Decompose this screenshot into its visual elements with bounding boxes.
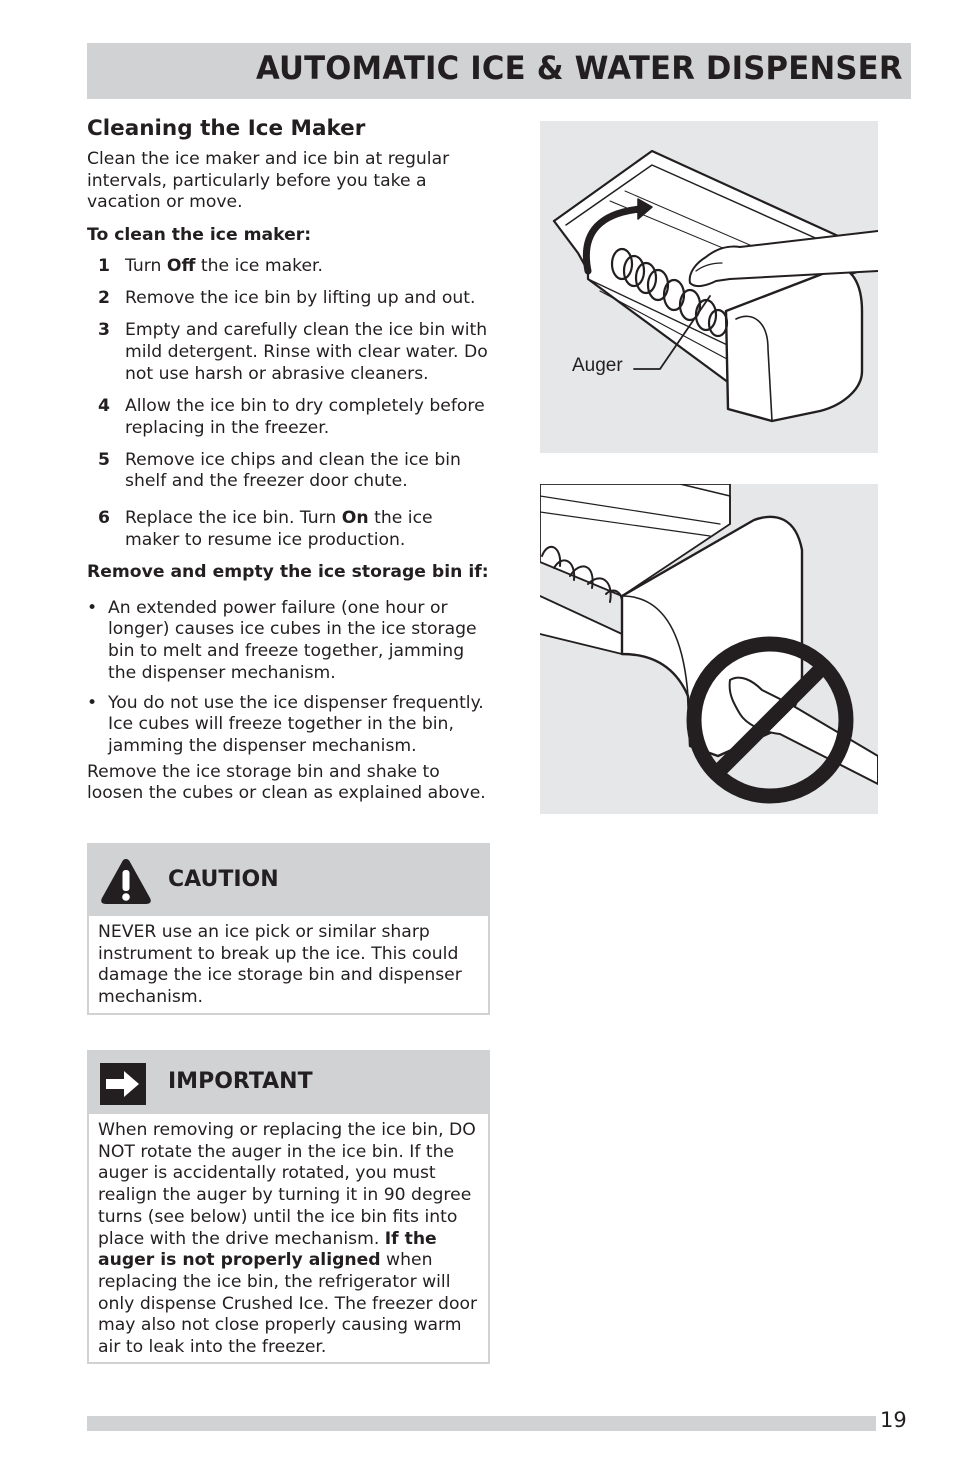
- step-text: Replace the ice bin. Turn: [125, 508, 342, 529]
- important-label: IMPORTANT: [168, 1069, 313, 1094]
- figure-prohibited: [540, 484, 878, 814]
- step-number: 4: [98, 395, 110, 416]
- step-text: Turn: [125, 255, 167, 276]
- caution-header: [89, 845, 488, 916]
- step-item: [87, 288, 492, 310]
- no-hand-illustration: [540, 484, 878, 814]
- step-item: [87, 320, 492, 385]
- step-item: [87, 396, 492, 439]
- arrow-right-icon: [100, 1063, 146, 1105]
- footer-bar: [87, 1416, 911, 1431]
- important-box: [87, 1050, 490, 1364]
- header-bar: [87, 43, 911, 99]
- figure-auger: [540, 121, 878, 453]
- remove-subheading: Remove and empty the ice storage bin if:: [87, 562, 489, 583]
- step-number: 6: [98, 508, 110, 529]
- step-text: Remove the ice bin by lifting up and out.: [125, 288, 476, 309]
- step-text: Empty and carefully clean the ice bin with mild detergent. Rinse with clear water. Do not use harsh or abrasive cleaners.: [125, 320, 488, 384]
- step-item: [87, 256, 492, 278]
- bullet-list: [87, 598, 492, 758]
- bullet-dot: •: [87, 692, 98, 713]
- steps-subheading: To clean the ice maker:: [87, 225, 312, 246]
- bullet-text: You do not use the ice dispenser frequently. Ice cubes will freeze together in the bin, jamming the dispenser mechanism.: [108, 692, 484, 756]
- section-title: Cleaning the Ice Maker: [87, 116, 366, 141]
- bullet-item: [87, 693, 492, 758]
- step-text: the ice maker.: [195, 255, 323, 276]
- step-item: [87, 450, 492, 493]
- caution-label: CAUTION: [168, 867, 279, 892]
- important-text-start: When removing or replacing the ice bin, DO NOT rotate the auger in the ice bin. If the auger is accidentally rotated, you must realign the auger by turning it in 90 degree turns (see below) until the ice bin fits into place with the drive mechanism.: [98, 1120, 476, 1249]
- page-number: 19: [876, 1408, 911, 1432]
- intro-paragraph: Clean the ice maker and ice bin at regular intervals, particularly before you take a vacation or move.: [87, 149, 450, 213]
- closing-paragraph: Remove the ice storage bin and shake to loosen the cubes or clean as explained above.: [87, 761, 486, 804]
- step-number: 5: [98, 449, 110, 470]
- step-text: Remove ice chips and clean the ice bin shelf and the freezer door chute.: [125, 449, 461, 492]
- steps-list: [87, 256, 492, 552]
- important-text-bold: If the auger is not properly aligned: [98, 1228, 437, 1271]
- important-header: [89, 1052, 488, 1114]
- bullet-text: An extended power failure (one hour or longer) causes ice cubes in the ice storage bin to melt and freeze together, jamming the dispenser mechanism.: [108, 597, 477, 683]
- caution-text: NEVER use an ice pick or similar sharp instrument to break up the ice. This could damage the ice storage bin and dispenser mechanism.: [98, 922, 462, 1008]
- important-text-end: when replacing the ice bin, the refrigerator will only dispense Crushed Ice. The freezer door may also not close properly causing warm air to leak into the freezer.: [98, 1250, 478, 1358]
- step-number: 3: [98, 320, 110, 341]
- step-bold: Off: [166, 255, 196, 276]
- caution-box: [87, 843, 490, 1015]
- step-text: the ice maker to resume ice production.: [125, 508, 433, 550]
- auger-label: Auger: [572, 355, 623, 376]
- step-bold: On: [341, 508, 369, 529]
- step-number: 2: [98, 288, 110, 309]
- cleaning-section: [87, 116, 492, 805]
- warning-icon: [99, 856, 153, 906]
- bullet-item: [87, 598, 492, 685]
- step-number: 1: [98, 255, 110, 276]
- bullet-dot: •: [87, 597, 98, 618]
- step-item: [87, 508, 492, 551]
- page-title: AUTOMATIC ICE & WATER DISPENSER: [256, 49, 903, 87]
- ice-bin-illustration: [540, 121, 878, 453]
- important-text: [89, 1114, 488, 1365]
- step-text: Allow the ice bin to dry completely before replacing in the freezer.: [125, 395, 485, 438]
